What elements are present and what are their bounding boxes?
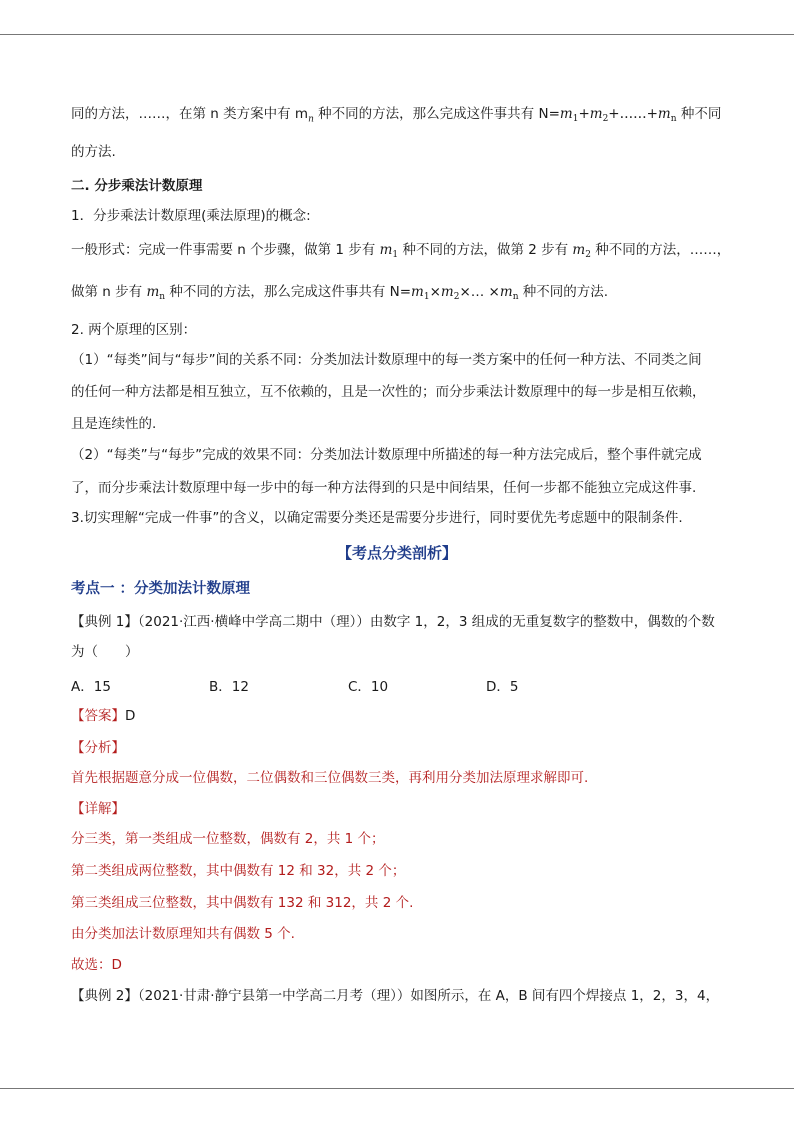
detail-line: 故选：D [71,957,122,973]
formula-sum: $m_1+m_2+\dots\dots+m_n$ [559,106,677,124]
text-line: 的任何一种方法都是相互独立，互不依赖的，且是一次性的；而分步乘法计数原理中的每一步是相互依赖， [71,384,706,400]
option-c: C．10 [348,679,389,695]
text-line: 了，而分步乘法计数原理中每一步中的每一种方法得到的只是中间结果，任何一步都不能独立完成这件事. [71,480,697,496]
example-question: 【典例 1】（2021·江西·横峰中学高二期中（理））由数字 1，2，3 组成的无重复数字的整数中，偶数的个数 [71,614,715,630]
example-source: （2021·甘肃·静宁县第一中学高二月考（理）） [137,988,411,1004]
section-heading: 二. 分步乘法计数原理 [71,178,203,194]
text-fragment: 种不同 [676,106,722,122]
text-line [71,104,721,130]
example-source: （2021·江西·横峰中学高二期中（理）） [137,614,370,630]
text-line: 3.切实理解“完成一件事”的含义，以确定需要分类还是需要分步进行，同时要优先考虑题中的限制条件. [71,510,683,526]
text-line: 为（ ） [71,644,139,660]
text-line: 的方法. [71,144,116,160]
text-fragment: 同的方法，……，在第 n 类方案中有 m [71,106,309,122]
example-question: 【典例 2】（2021·甘肃·静宁县第一中学高二月考（理））如图所示，在 A，B 间有四个焊接点 1，2，3，4， [71,988,720,1004]
detail-label: 【详解】 [71,801,125,817]
text-line: 1．分步乘法计数原理(乘法原理)的概念: [71,208,311,224]
footer-rule [0,1088,794,1089]
text-line: （1）“每类”间与“每步”间的关系不同：分类加法计数原理中的每一类方案中的任何一种方法、不同类之间 [71,352,702,368]
analysis-label: 【分析】 [71,740,125,756]
math-subscript: n [308,114,314,125]
example-label: 【典例 2】 [71,988,138,1004]
detail-line: 由分类加法计数原理知共有偶数 5 个. [71,926,295,942]
text-line: 做第 n 步有 $m_n$ 种不同的方法，那么完成这件事共有 $N=m_1\times m_2\times\dots \times m_n$ 种不同的方法. [71,284,609,302]
detail-line: 第三类组成三位整数，其中偶数有 132 和 312，共 2 个. [71,895,414,911]
option-b: B．12 [209,679,249,695]
detail-line: 第二类组成两位整数，其中偶数有 12 和 32，共 2 个； [71,863,406,879]
example-label: 【典例 1】 [71,614,138,630]
analysis-text: 首先根据题意分成一位偶数，二位偶数和三位偶数三类，再利用分类加法原理求解即可. [71,770,589,786]
detail-line: 分三类，第一类组成一位整数，偶数有 2，共 1 个； [71,831,385,847]
text-line: （2）“每类”与“每步”完成的效果不同：分类加法计数原理中所描述的每一种方法完成后，整个事件就完成 [71,447,702,463]
header-rule [0,34,794,35]
kaodian-heading: 考点一 ：分类加法计数原理 [71,581,251,597]
option-d: D．5 [486,679,519,695]
text-line: 且是连续性的. [71,416,157,432]
text-line: 一般形式：完成一件事需要 n 个步骤，做第 1 步有 $m_1$ 种不同的方法，做第 2 步有 $m_2$ 种不同的方法，……， [71,242,731,260]
option-a: A．15 [71,679,111,695]
text-fragment: 种不同的方法，那么完成这件事共有 N= [313,106,560,122]
section-title: 【考点分类剖析】 [336,544,457,562]
text-line: 2. 两个原理的区别： [71,322,197,338]
answer-line: 【答案】D [71,708,136,724]
